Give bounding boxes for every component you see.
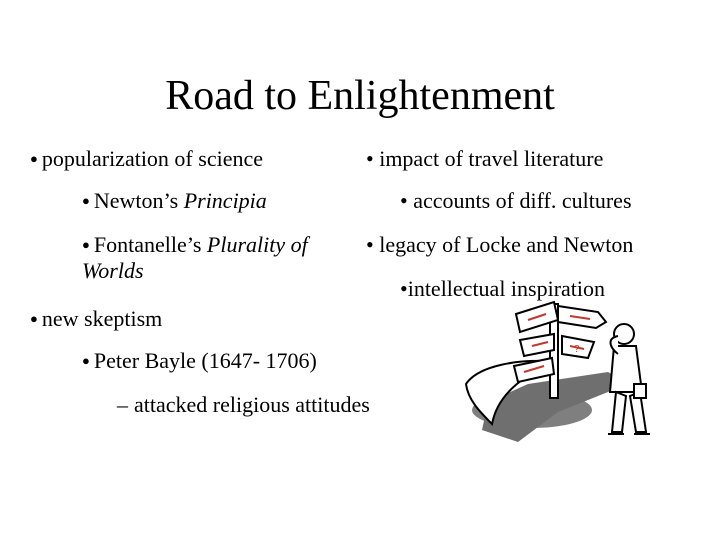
bullet-dot-icon: ● bbox=[82, 193, 90, 208]
book-title-plurality-of-worlds: Plurality of Worlds bbox=[82, 232, 308, 283]
subbullet-text: Newton’s bbox=[93, 188, 184, 213]
bullet-impact-of-travel-literature: • impact of travel literature bbox=[366, 146, 604, 171]
subsubbullet-text: attacked religious attitudes bbox=[134, 392, 370, 417]
slide-title: Road to Enlightenment bbox=[165, 73, 555, 119]
bullet-text: new skeptism bbox=[41, 306, 163, 331]
bullet-dot-icon: ● bbox=[82, 237, 90, 252]
bullet-new-skeptism bbox=[30, 306, 162, 332]
dash-bullet: – bbox=[117, 392, 128, 417]
bullet-legacy-of-locke-and-newton: • legacy of Locke and Newton bbox=[366, 232, 634, 257]
book-title-principia: Principia bbox=[183, 188, 267, 213]
bullet-popularization-of-science bbox=[30, 146, 263, 172]
subbullet-fontanelles-plurality bbox=[82, 232, 352, 284]
subsubbullet-attacked-religious-attitudes bbox=[117, 392, 370, 418]
signpost-businessman-icon bbox=[458, 292, 670, 454]
subbullet-text: Fontanelle’s bbox=[93, 232, 207, 257]
svg-text:?: ? bbox=[574, 344, 580, 355]
subbullet-text: Peter Bayle (1647- 1706) bbox=[93, 348, 317, 373]
subbullet-accounts-of-diff-cultures: • accounts of diff. cultures bbox=[400, 188, 632, 213]
bullet-dot-icon: ● bbox=[30, 311, 38, 326]
subbullet-newtons-principia bbox=[82, 188, 267, 214]
subbullet-peter-bayle bbox=[82, 348, 317, 374]
bullet-dot-icon: ● bbox=[82, 353, 90, 368]
bullet-text: popularization of science bbox=[41, 146, 263, 171]
bullet-dot-icon: ● bbox=[30, 151, 38, 166]
subbullet-intellectual-inspiration: •intellectual inspiration bbox=[400, 276, 606, 301]
